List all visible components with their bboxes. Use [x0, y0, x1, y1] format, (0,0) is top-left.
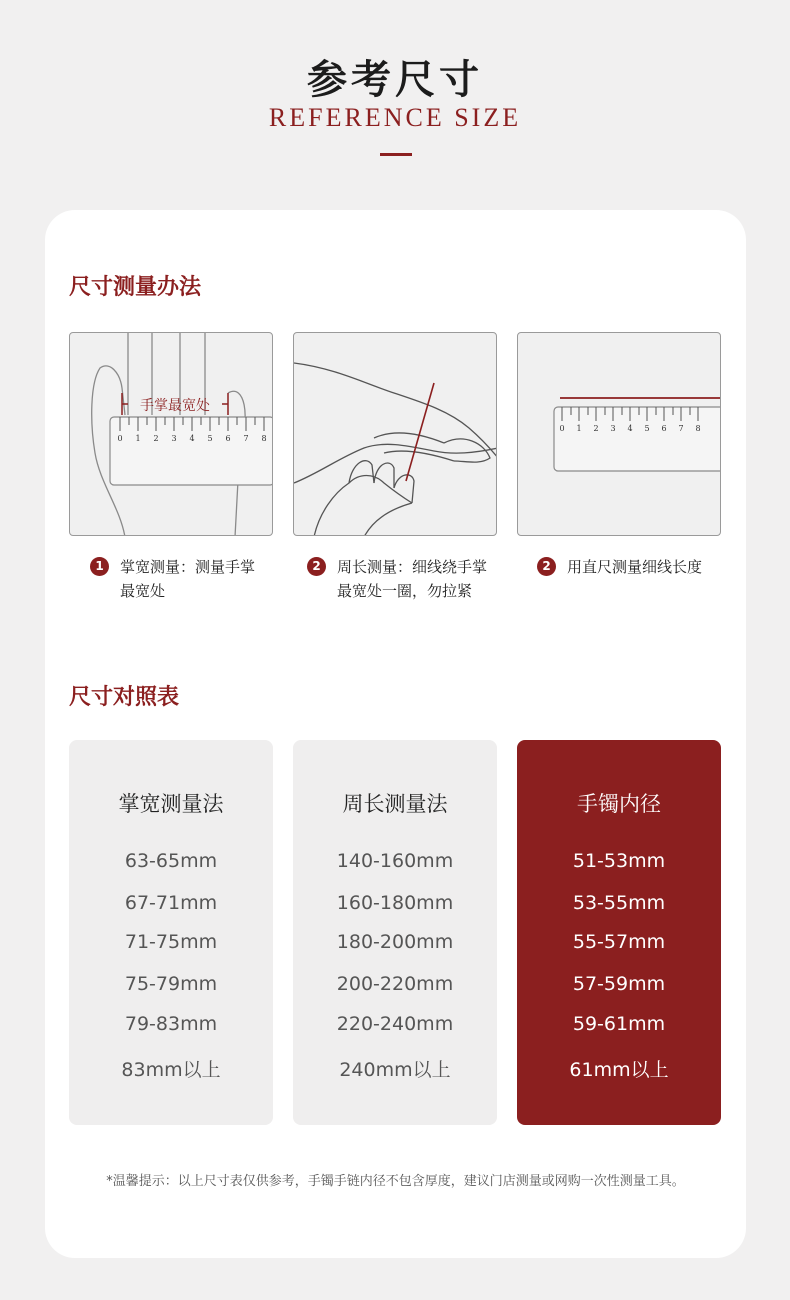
svg-text:5: 5	[644, 424, 650, 433]
table-cell: 63-65mm	[124, 850, 218, 872]
column-header: 周长测量法	[342, 792, 448, 816]
table-cell: 79-83mm	[124, 1013, 218, 1035]
palm-width-column	[69, 740, 273, 1125]
bangle-diameter-column	[517, 740, 721, 1125]
table-cell: 75-79mm	[124, 973, 218, 995]
step-text: 掌宽测量：测量手掌最宽处	[120, 558, 256, 600]
table-cell: 51-53mm	[572, 850, 666, 872]
content-card	[45, 210, 746, 1258]
table-cell: 220-240mm	[336, 1013, 454, 1035]
svg-text:4: 4	[627, 424, 633, 433]
svg-text:3: 3	[171, 434, 177, 443]
disclaimer-note: *温馨提示：以上尺寸表仅供参考，手镯手链内径不包含厚度，建议门店测量或网购一次性测量工具。	[106, 1174, 685, 1189]
column-header: 掌宽测量法	[118, 792, 224, 816]
column-header: 手镯内径	[577, 792, 661, 816]
svg-text:0: 0	[117, 434, 123, 443]
svg-text:1: 1	[576, 424, 582, 433]
table-cell: 59-61mm	[572, 1013, 666, 1035]
step-number: 2	[537, 557, 556, 576]
palm-width-label: 手掌最宽处	[140, 398, 210, 414]
table-section-title: 尺寸对照表	[69, 685, 180, 710]
svg-text:8: 8	[695, 424, 701, 433]
ruler-tick-labels	[559, 424, 700, 433]
svg-text:4: 4	[189, 434, 195, 443]
step-number: 1	[90, 557, 109, 576]
title-divider	[380, 153, 412, 156]
hand-palm-ruler-icon	[70, 333, 273, 536]
table-cell: 140-160mm	[336, 850, 454, 872]
step-text: 周长测量：细线绕手掌最宽处一圈，勿拉紧	[337, 558, 488, 600]
svg-text:7: 7	[678, 424, 684, 433]
svg-text:5: 5	[207, 434, 213, 443]
ruler-tick-labels	[117, 434, 266, 443]
step-number: 2	[307, 557, 326, 576]
ruler-string-illustration	[517, 332, 721, 536]
svg-text:8: 8	[261, 434, 267, 443]
svg-text:6: 6	[225, 434, 231, 443]
svg-text:2: 2	[593, 424, 599, 433]
svg-text:3: 3	[610, 424, 616, 433]
table-cell: 200-220mm	[336, 973, 454, 995]
page-title: 参考尺寸	[307, 56, 483, 103]
svg-text:0: 0	[559, 424, 565, 433]
circumference-column	[293, 740, 497, 1125]
table-cell: 180-200mm	[336, 931, 454, 953]
table-cell: 71-75mm	[124, 931, 218, 953]
svg-text:1: 1	[135, 434, 141, 443]
table-cell: 240mm以上	[339, 1059, 451, 1081]
table-cell: 57-59mm	[572, 973, 666, 995]
ruler-string-icon	[518, 333, 721, 536]
measure-section-title: 尺寸测量办法	[69, 275, 202, 300]
svg-text:2: 2	[153, 434, 159, 443]
table-cell: 67-71mm	[124, 892, 218, 914]
table-cell: 160-180mm	[336, 892, 454, 914]
table-cell: 61mm以上	[569, 1059, 669, 1081]
page-subtitle: REFERENCE SIZE	[268, 103, 522, 132]
palm-width-illustration	[69, 332, 273, 536]
step-text: 用直尺测量细线长度	[567, 558, 703, 576]
table-cell: 53-55mm	[572, 892, 666, 914]
table-cell: 55-57mm	[572, 931, 666, 953]
svg-text:7: 7	[243, 434, 249, 443]
svg-text:6: 6	[661, 424, 667, 433]
table-cell: 83mm以上	[121, 1059, 221, 1081]
circumference-illustration	[293, 332, 497, 536]
wrap-string-hand-icon	[294, 333, 497, 536]
